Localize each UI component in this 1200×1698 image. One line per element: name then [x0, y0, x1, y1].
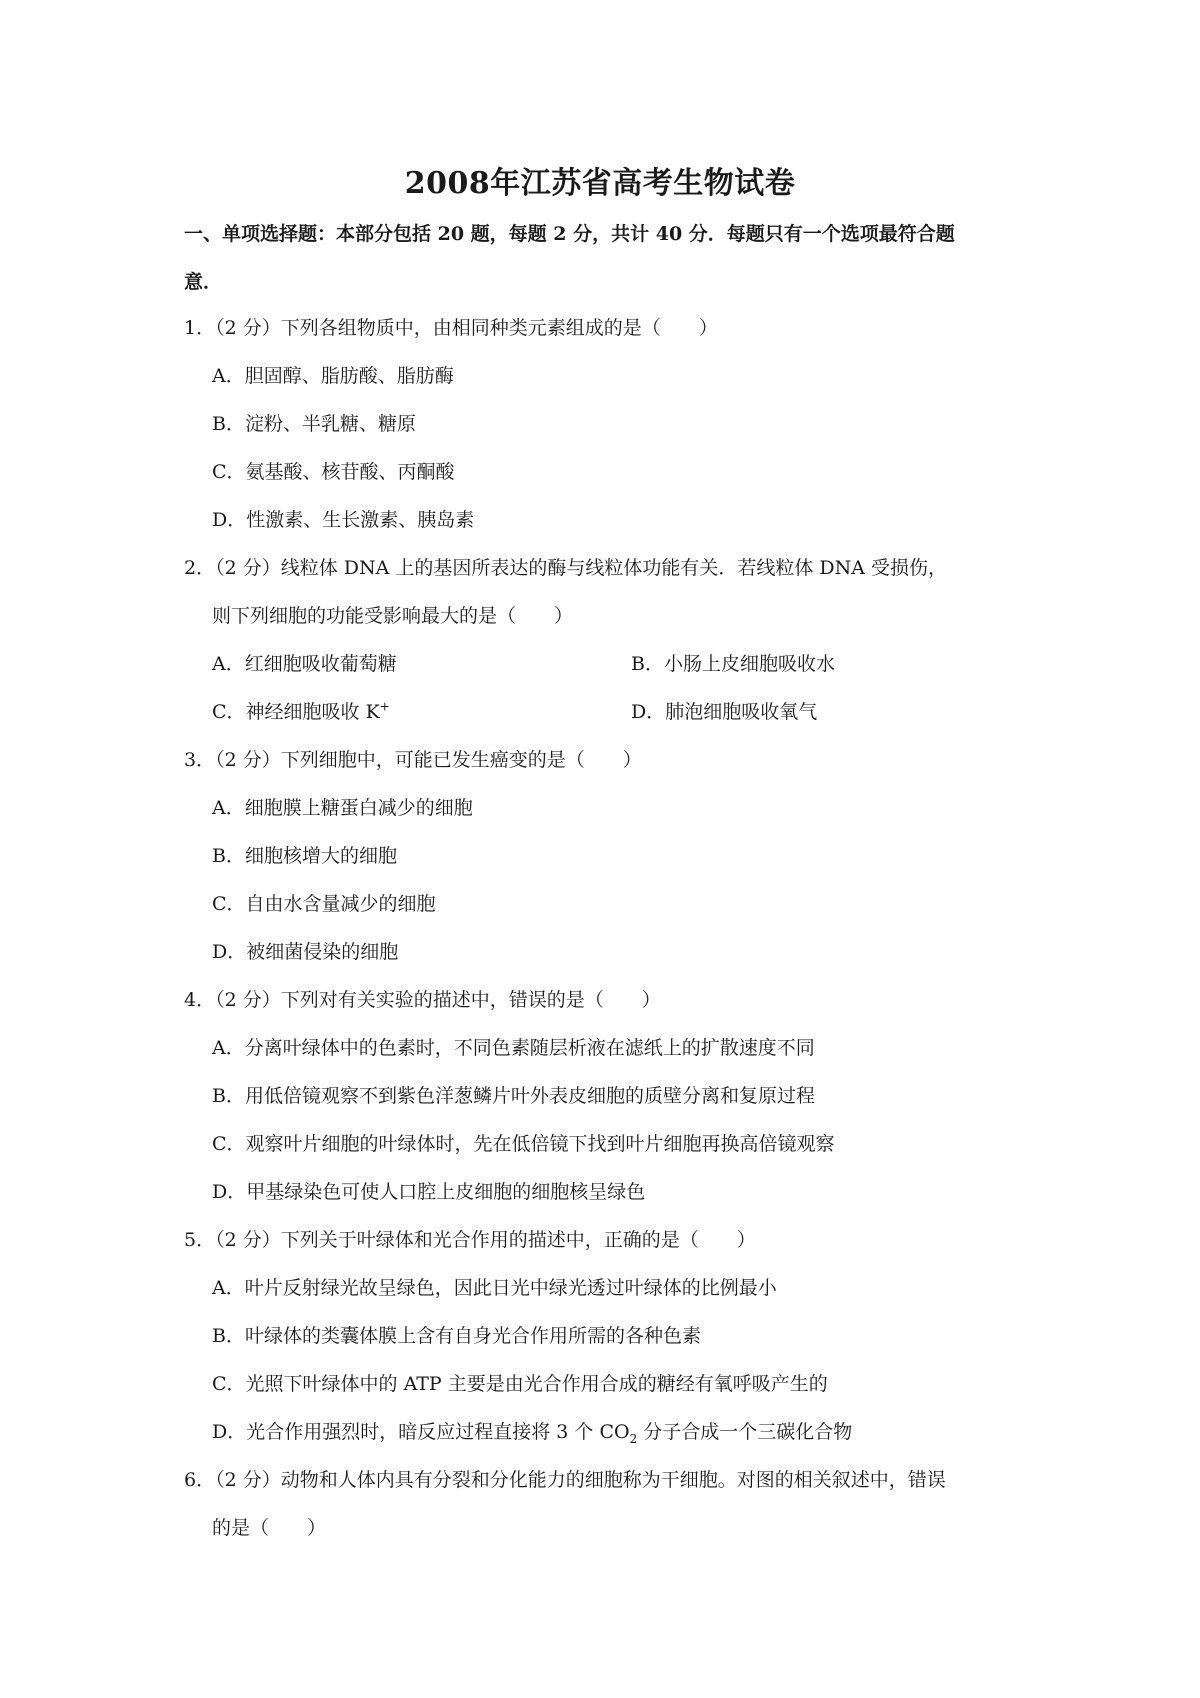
question-4-option-b: B．用低倍镜观察不到紫色洋葱鳞片叶外表皮细胞的质壁分离和复原过程 — [212, 1085, 815, 1107]
question-4-option-a: A．分离叶绿体中的色素时，不同色素随层析液在滤纸上的扩散速度不同 — [212, 1037, 815, 1059]
question-6-stem-line2: 的是（ ） — [212, 1517, 327, 1539]
question-1-option-b: B．淀粉、半乳糖、糖原 — [212, 413, 416, 435]
question-4-stem: 4．（2 分）下列对有关实验的描述中，错误的是（ ） — [184, 989, 661, 1011]
co2-subscript: 2 — [629, 1431, 638, 1446]
question-6-stem-line1: 6．（2 分）动物和人体内具有分裂和分化能力的细胞称为干细胞。对图的相关叙述中，错误 — [184, 1469, 946, 1491]
page-title: 2008年江苏省高考生物试卷 — [404, 166, 796, 201]
section-heading-line1: 一、单项选择题：本部分包括 20 题，每题 2 分，共计 40 分．每题只有一个选项最符合题 — [184, 223, 955, 245]
question-2-stem-line1: 2．（2 分）线粒体 DNA 上的基因所表达的酶与线粒体功能有关．若线粒体 DNA 受损伤， — [184, 557, 948, 579]
question-4-option-c: C．观察叶片细胞的叶绿体时，先在低倍镜下找到叶片细胞再换高倍镜观察 — [212, 1133, 835, 1155]
question-5-stem: 5．（2 分）下列关于叶绿体和光合作用的描述中，正确的是（ ） — [184, 1229, 756, 1251]
question-3-option-a: A．细胞膜上糖蛋白减少的细胞 — [212, 797, 473, 819]
question-3-option-c: C．自由水含量减少的细胞 — [212, 893, 436, 915]
question-5-option-c: C．光照下叶绿体中的 ATP 主要是由光合作用合成的糖经有氧呼吸产生的 — [212, 1373, 828, 1395]
section-heading — [184, 210, 1034, 306]
question-1-stem: 1．（2 分）下列各组物质中，由相同种类元素组成的是（ ） — [184, 317, 718, 339]
question-2-option-a: A．红细胞吸收葡萄糖 — [212, 653, 397, 675]
question-1-option-c: C．氨基酸、核苷酸、丙酮酸 — [212, 461, 455, 483]
question-3-option-d: D．被细菌侵染的细胞 — [212, 941, 399, 963]
question-1-option-a: A．胆固醇、脂肪酸、脂肪酶 — [212, 365, 454, 387]
question-2-option-c-text: C．神经细胞吸收 K — [212, 701, 380, 723]
question-3-stem: 3．（2 分）下列细胞中，可能已发生癌变的是（ ） — [184, 749, 642, 771]
question-2-stem-line2: 则下列细胞的功能受影响最大的是（ ） — [212, 605, 574, 627]
question-5-option-d-pre: D．光合作用强烈时，暗反应过程直接将 3 个 CO — [212, 1421, 630, 1443]
question-5-option-d — [212, 1418, 852, 1446]
question-1-option-d: D．性激素、生长激素、胰岛素 — [212, 509, 475, 531]
question-2-option-d: D．肺泡细胞吸收氧气 — [631, 701, 818, 723]
section-heading-line2: 意． — [184, 271, 223, 293]
question-5-option-a: A．叶片反射绿光故呈绿色，因此日光中绿光透过叶绿体的比例最小 — [212, 1277, 777, 1299]
potassium-ion-charge: + — [379, 699, 390, 714]
question-2-option-b: B．小肠上皮细胞吸收水 — [631, 653, 835, 675]
question-2-option-c — [212, 698, 390, 726]
question-5-option-b: B．叶绿体的类囊体膜上含有自身光合作用所需的各种色素 — [212, 1325, 701, 1347]
question-5-option-d-post: 分子合成一个三碳化合物 — [637, 1421, 853, 1443]
question-4-option-d: D．甲基绿染色可使人口腔上皮细胞的细胞核呈绿色 — [212, 1181, 646, 1203]
question-3-option-b: B．细胞核增大的细胞 — [212, 845, 397, 867]
